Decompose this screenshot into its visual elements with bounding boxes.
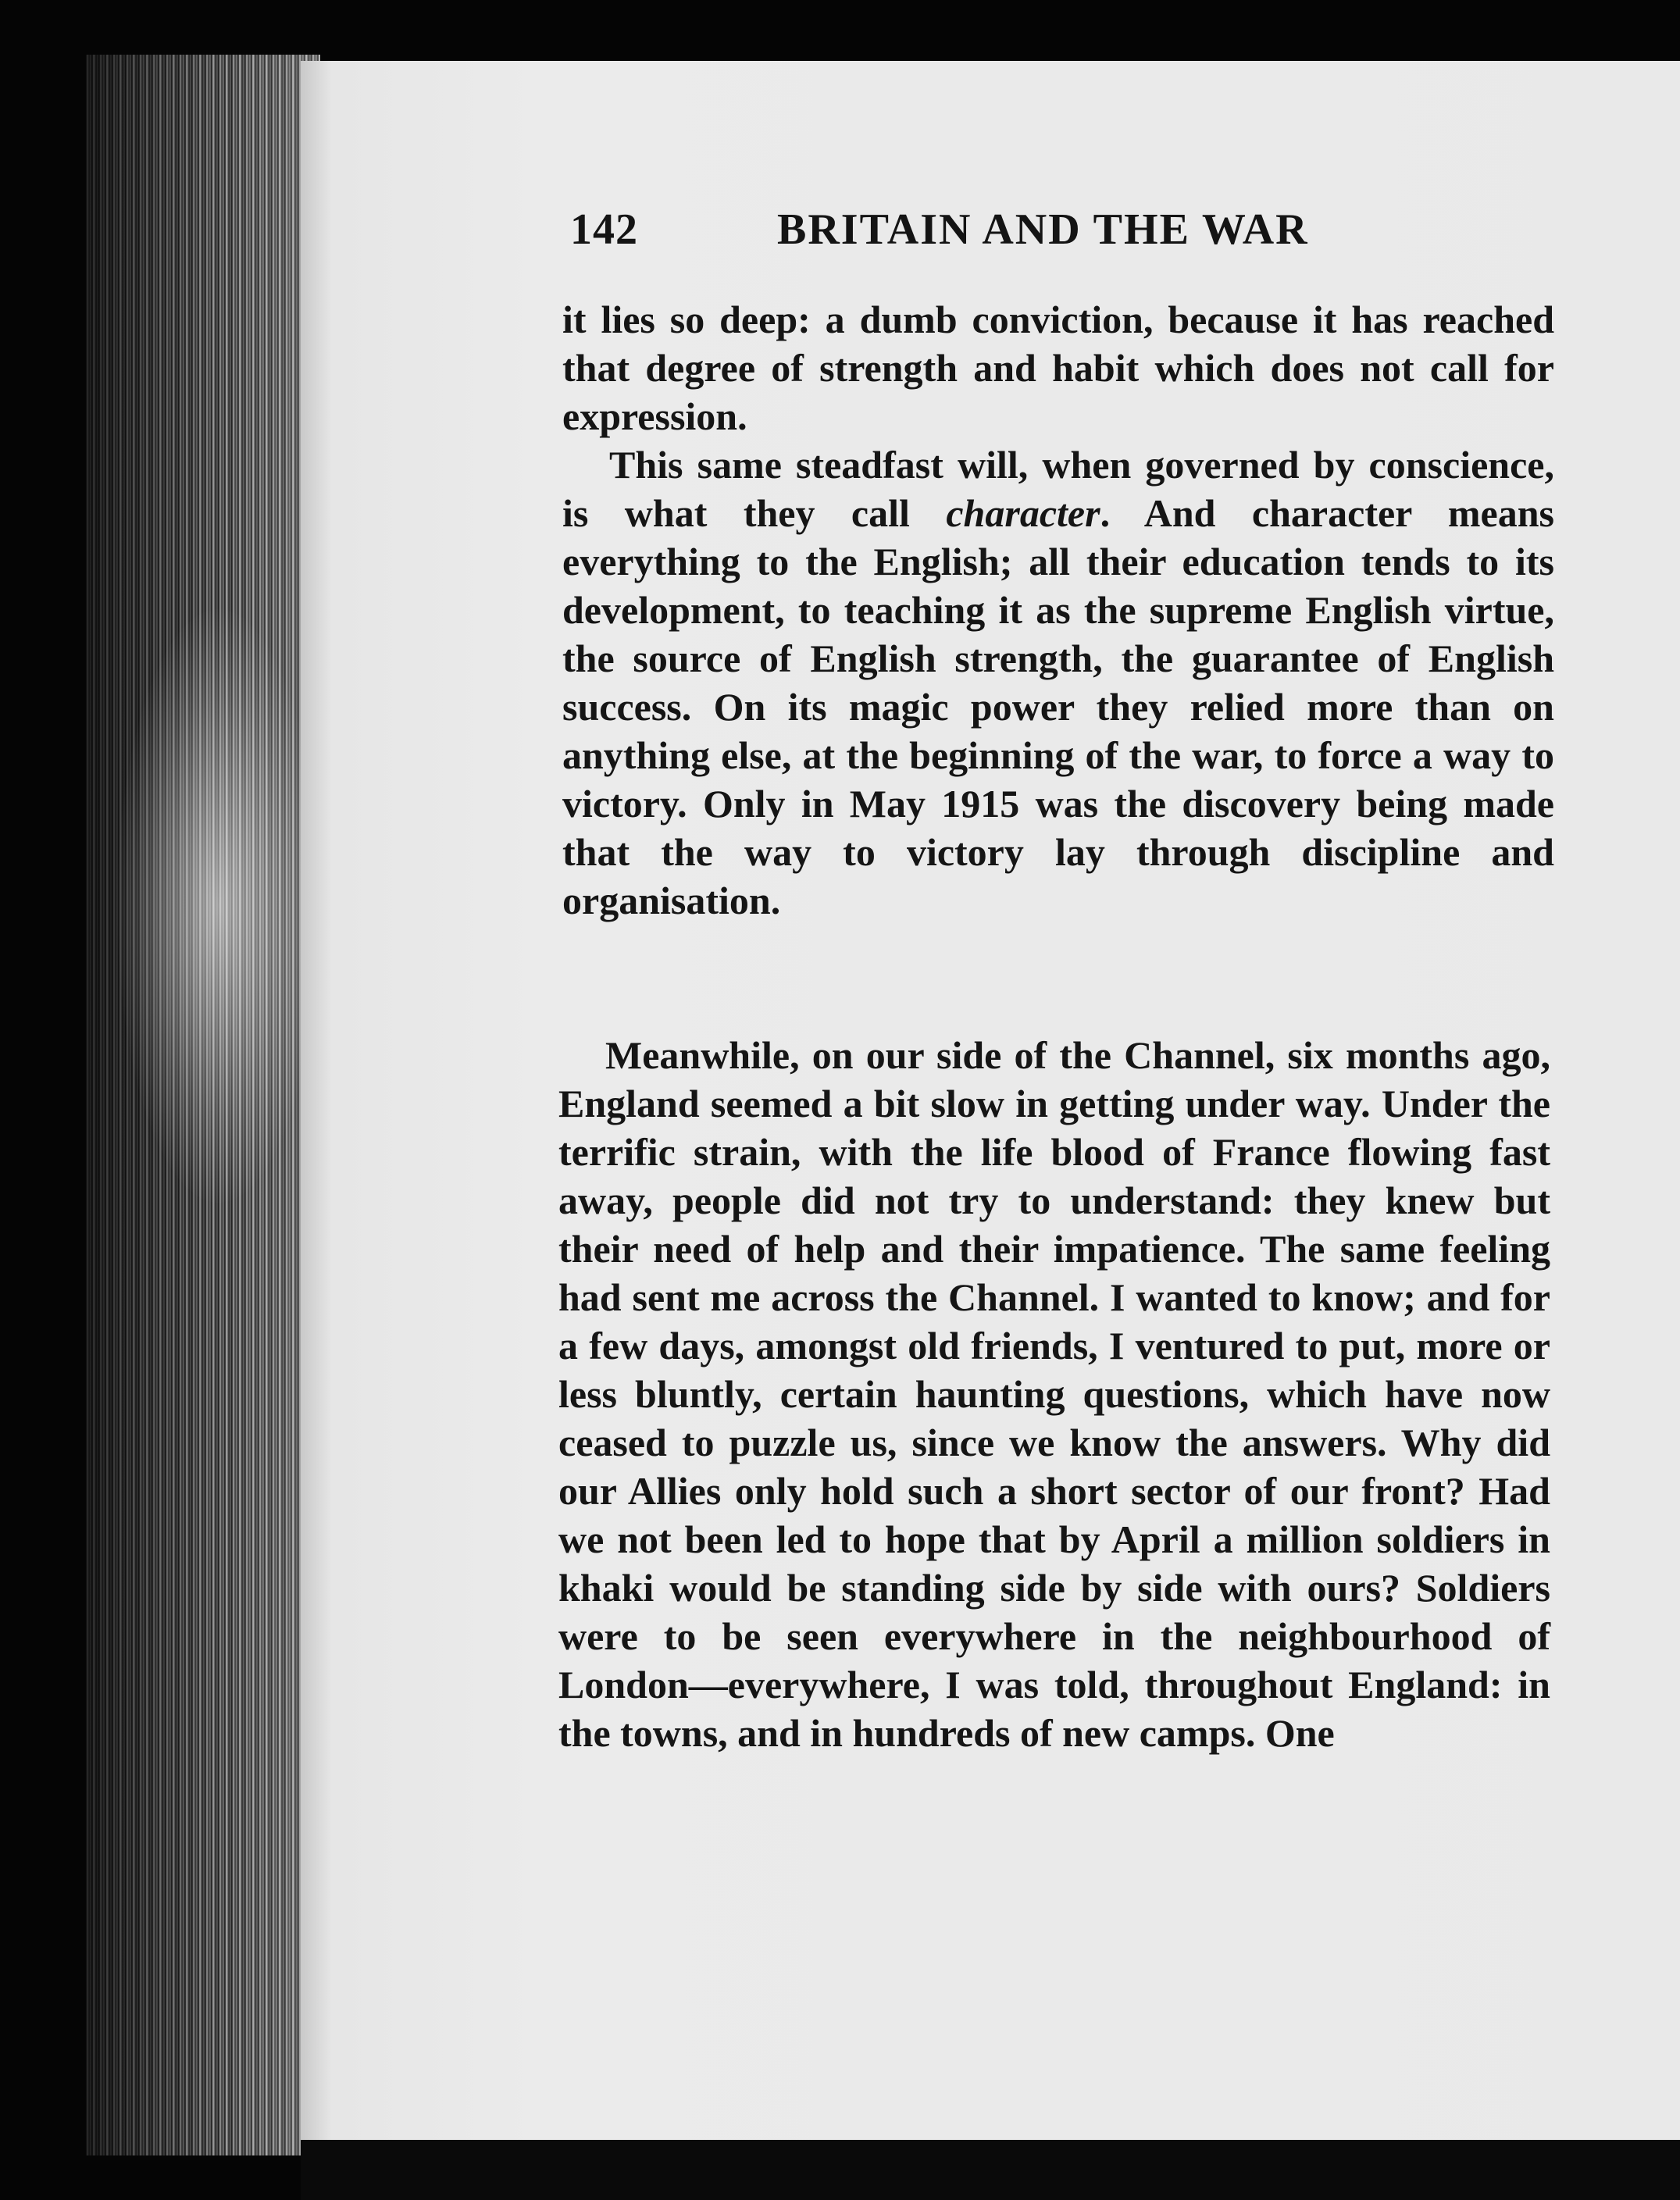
paragraph-continued [562,295,1554,444]
paragraph-text: Meanwhile, on our side of the Channel, six months ago, England seemed a bit slow in getting under way. Under the terrific strain, with the life blood of France flowing fast away, people did not try to understand: they knew but their need of help and their impatience. The same feeling had sent me across the Channel. I wanted to know; and for a few days, amongst old friends, I ventured to put, more or less bluntly, certain haunting questions, which have now ceased to puzzle us, since we know the answers. Why did our Allies only hold such a short sector of our front? Had we not been led to hope that by April a million soldiers in khaki would be standing side by side with ours? Soldiers were to be seen everywhere in the neighbourhood of London—everywhere, I was told, throughout England: in the towns, and in hundreds of new camps. One [558,1033,1550,1755]
paragraph-body [562,440,1554,925]
page-number: 142 [570,205,638,254]
paragraph-text-start: This same steadfast will, when governed by conscience, is what they call [562,443,1554,535]
italic-word: character [946,491,1100,535]
paragraph-meanwhile [558,1031,1550,1921]
paragraph-text-end: . And character means everything to the English; all their education tends to its development, to teaching it as the supreme English virtue, the source of English strength, the guarantee of English success. On its magic power they relied more than on anything else, at the beginning of the war, to force a way to victory. Only in May 1915 was the discovery being made that the way to victory lay through discipline and organisation. [562,491,1555,922]
scan-light-blot [117,609,320,1203]
running-header [570,205,1546,267]
paragraph-character [562,440,1554,987]
running-title: BRITAIN AND THE WAR [777,205,1309,254]
page-bottom-edge [301,2140,1680,2200]
paragraph-text: it lies so deep: a dumb conviction, because it has reached that degree of strength and habit which does not call for expression. [562,298,1554,438]
